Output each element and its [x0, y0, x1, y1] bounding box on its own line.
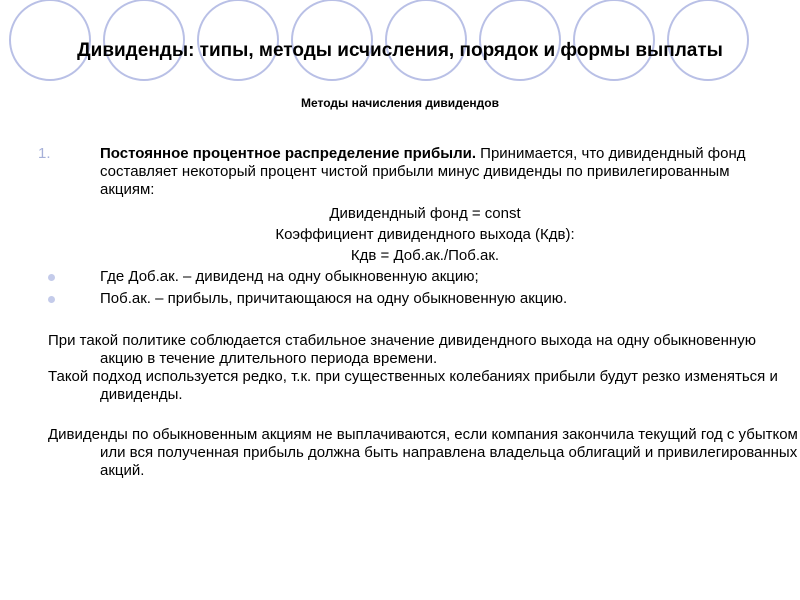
bullet-item	[100, 266, 750, 288]
bullet-text: Где Доб.ак. – дивиденд на одну обыкновенную акцию;	[100, 268, 479, 285]
bullet-dot-icon	[48, 296, 55, 303]
bullet-text: Поб.ак. – прибыль, причитающаюся на одну обыкновенную акцию.	[100, 290, 568, 307]
bullet-dot-icon	[48, 274, 55, 281]
formula-line: Дивидендный фонд = const	[329, 205, 521, 222]
slide-body	[0, 145, 800, 480]
item-number: 1.	[38, 145, 51, 162]
paragraph: Такой подход используется редко, т.к. при существенных колебаниях прибыли будут резко изменяться и дивиденды.	[48, 368, 778, 403]
paragraph: Дивиденды по обыкновенным акциям не выплачиваются, если компания закончила текущий год с убытком или вся полученная прибыль должна быть направлена владельца облигаций и привилегированных акций.	[48, 426, 798, 479]
formula-line: Кдв = Доб.ак./Поб.ак.	[350, 247, 500, 264]
slide-subtitle: Методы начисления дивидендов	[301, 96, 499, 110]
numbered-item	[38, 145, 750, 199]
item-bold-heading: Постоянное процентное распределение прибыли.	[100, 145, 477, 162]
formula-line: Коэффициент дивидендного выхода (Кдв):	[275, 226, 575, 243]
bullet-item	[100, 288, 750, 310]
paragraph: При такой политике соблюдается стабильное значение дивидендного выхода на одну обыкновенную акцию в течение длительного периода времени.	[48, 332, 756, 367]
item-text: Принимается, что дивидендный фонд составляет некоторый процент чистой прибыли минус дивиденды по привилегированным акциям:	[100, 145, 746, 198]
slide-title: Дивиденды: типы, методы исчисления, порядок и формы выплаты	[77, 40, 723, 61]
